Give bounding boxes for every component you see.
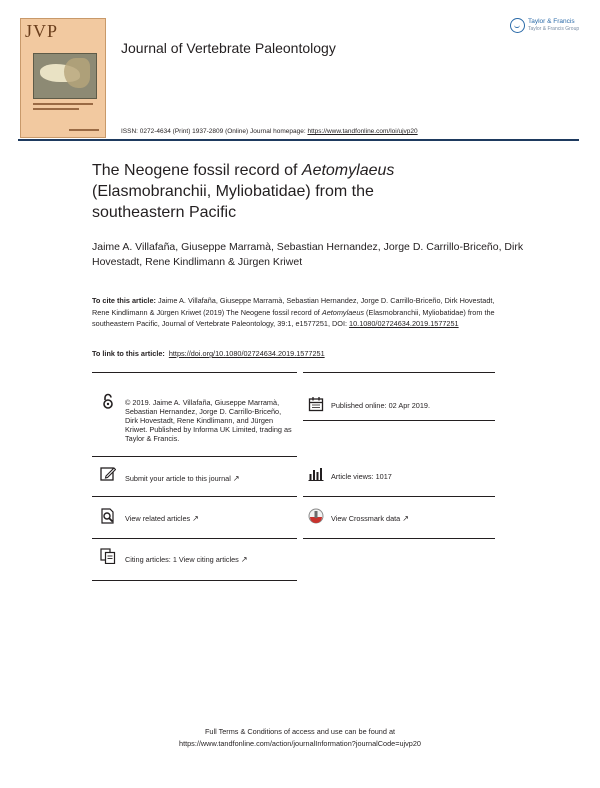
bar-chart-icon xyxy=(308,466,324,482)
divider xyxy=(303,420,495,421)
citing-articles-link[interactable]: Citing articles: 1 View citing articles ↗ xyxy=(125,555,248,564)
divider xyxy=(92,456,297,457)
terms-notice: Full Terms & Conditions of access and use can be found at xyxy=(204,727,396,736)
divider xyxy=(92,496,297,497)
article-views: Article views: 1017 xyxy=(331,472,392,481)
publisher-logo[interactable] xyxy=(510,16,584,38)
article-title[interactable]: The Neogene fossil record of Aetomylaeus (Elasmobranchii, Myliobatidae) from the southeastern Pacific xyxy=(92,162,395,221)
cover-line xyxy=(33,108,79,110)
crossmark-icon xyxy=(308,508,324,524)
copyright-notice: © 2019. Jaime A. Villafaña, Giuseppe Marramà, Sebastian Hernandez, Jorge D. Carrillo-Briceño, Dirk Hovestadt, Rene Kindlimann, and Jürgen Kriwet. Published by Informa UK Limited, trading as Taylor & Francis. xyxy=(125,398,292,443)
submit-article-link[interactable]: Submit your article to this journal ↗ xyxy=(125,474,240,483)
divider xyxy=(303,372,495,373)
calendar-icon xyxy=(308,396,324,412)
article-authors: Jaime A. Villafaña, Giuseppe Marramà, Sebastian Hernandez, Jorge D. Carrillo-Briceño, Dirk Hovestadt, Rene Kindlimann & Jürgen Kriwet xyxy=(92,241,524,268)
divider xyxy=(92,538,297,539)
related-articles-link[interactable]: View related articles ↗ xyxy=(125,514,199,523)
terms-url[interactable]: https://www.tandfonline.com/action/journalInformation?journalCode=ujvp20 xyxy=(179,739,421,748)
citing-articles-icon xyxy=(100,548,116,564)
article-link-label: To link to this article: xyxy=(92,349,165,358)
divider xyxy=(303,538,495,539)
issn-text: ISSN: 0272-4634 (Print) 1937-2809 (Online) Journal homepage: xyxy=(121,128,306,135)
cover-abbrev: JVP xyxy=(25,21,59,41)
external-link-icon: ↗ xyxy=(232,474,240,483)
external-link-icon: ↗ xyxy=(402,514,409,523)
edit-icon xyxy=(100,466,116,482)
citation-label: To cite this article: xyxy=(92,296,156,305)
published-online-date: Published online: 02 Apr 2019. xyxy=(331,401,430,410)
divider xyxy=(92,580,297,581)
publisher-group: Taylor & Francis Group xyxy=(528,26,580,32)
journal-homepage-link[interactable]: https://www.tandfonline.com/loi/ujvp20 xyxy=(307,128,418,135)
publisher-name: Taylor & Francis xyxy=(528,18,575,25)
divider xyxy=(92,372,297,373)
divider xyxy=(303,496,495,497)
doi-link[interactable]: 10.1080/02724634.2019.1577251 xyxy=(349,319,459,328)
article-link-line xyxy=(92,349,325,358)
issn-line xyxy=(121,128,418,135)
journal-title[interactable]: Journal of Vertebrate Paleontology xyxy=(121,40,336,56)
crossmark-link[interactable]: View Crossmark data ↗ xyxy=(331,514,409,523)
citation-block: To cite this article: Jaime A. Villafaña, Giuseppe Marramà, Sebastian Hernandez, Jorge D. Carrillo-Briceño, Dirk Hovestadt, Rene Kindlimann & Jürgen Kriwet (2019) The Neogene fossil record of Aetomylaeus (Elasmobranchii, Myliobatidae) from the southeastern Pacific, Journal of Vertebrate Paleontology, 39:1, e1577251, DOI: 10.1080/02724634.2019.1577251 xyxy=(92,296,495,328)
search-document-icon xyxy=(100,508,116,524)
cover-line xyxy=(69,129,99,131)
cover-artwork xyxy=(33,53,97,99)
external-link-icon: ↗ xyxy=(192,514,199,523)
open-access-icon xyxy=(100,393,116,409)
cover-line xyxy=(33,103,93,105)
journal-cover-image xyxy=(20,18,106,138)
external-link-icon: ↗ xyxy=(240,555,248,564)
header-rule xyxy=(18,139,579,141)
article-title-taxon: Aetomylaeus xyxy=(301,162,395,179)
publisher-logo-icon xyxy=(510,18,525,33)
article-doi-url[interactable]: https://doi.org/10.1080/02724634.2019.1577251 xyxy=(168,349,325,358)
